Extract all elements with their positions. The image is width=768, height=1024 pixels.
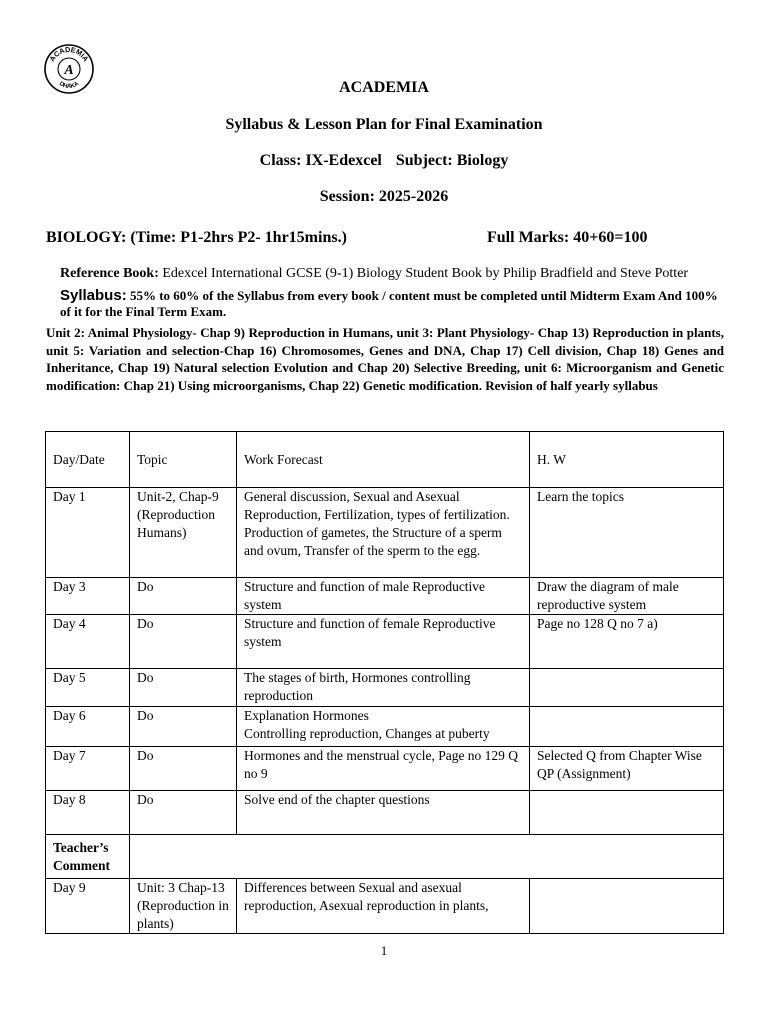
cell-topic: Do <box>130 707 237 747</box>
table-row <box>46 615 724 669</box>
table-header-row <box>46 432 724 488</box>
table-row <box>46 879 724 934</box>
document-title: ACADEMIA <box>339 79 429 96</box>
cell-hw <box>530 707 724 747</box>
table-row <box>46 791 724 835</box>
reference-text: Edexcel International GCSE (9-1) Biology Student Book by Philip Bradfield and Steve Potter <box>162 266 689 281</box>
cell-hw: Draw the diagram of male reproductive system <box>530 578 724 615</box>
logo-top-text: ACADEMIA <box>47 44 91 64</box>
document-subtitle: Syllabus & Lesson Plan for Final Examination <box>225 116 543 133</box>
cell-hw: Selected Q from Chapter Wise QP (Assignment) <box>530 747 724 791</box>
syllabus-text: 55% to 60% of the Syllabus from every book / content must be completed until Midterm Exam And 100% of it for the Final Term Exam. <box>60 288 718 319</box>
cell-topic: Unit: 3 Chap-13 (Reproduction in plants) <box>130 879 237 934</box>
cell-hw: Learn the topics <box>530 488 724 578</box>
cell-topic: Do <box>130 615 237 669</box>
cell-day: Day 9 <box>46 879 130 934</box>
syllabus-note <box>60 288 724 320</box>
cell-topic: Do <box>130 747 237 791</box>
table-row <box>46 578 724 615</box>
logo-bottom-text: DHAKA <box>57 81 81 90</box>
cell-day: Day 3 <box>46 578 130 615</box>
cell-work: Hormones and the menstrual cycle, Page no 129 Q no 9 <box>237 747 530 791</box>
syllabus-label: Syllabus: <box>60 287 127 304</box>
cell-day: Day 5 <box>46 669 130 707</box>
cell-hw <box>530 879 724 934</box>
cell-hw <box>530 669 724 707</box>
header-topic: Topic <box>130 432 237 488</box>
cell-topic: Unit-2, Chap-9 (Reproduction Humans) <box>130 488 237 578</box>
cell-work <box>237 707 530 747</box>
session-text: Session: 2025-2026 <box>319 188 449 205</box>
cell-work: Solve end of the chapter questions <box>237 791 530 835</box>
logo-monogram: A <box>64 63 74 78</box>
biology-time-line <box>46 229 722 247</box>
cell-topic: Do <box>130 791 237 835</box>
page-number: 1 <box>380 943 388 958</box>
cell-work: General discussion, Sexual and Asexual Reproduction, Fertilization, types of fertilization. Production of gametes, the Structure of a sperm and ovum, Transfer of the sperm to the egg. <box>237 488 530 578</box>
full-marks: Full Marks: 40+60=100 <box>487 229 648 246</box>
cell-work-line: Controlling reproduction, Changes at puberty <box>244 726 490 741</box>
cell-work: Differences between Sexual and asexual reproduction, Asexual reproduction in plants, <box>237 879 530 934</box>
cell-work-line: Explanation Hormones <box>244 708 369 723</box>
cell-hw: Page no 128 Q no 7 a) <box>530 615 724 669</box>
table-row <box>46 747 724 791</box>
cell-work: Structure and function of male Reproductive system <box>237 578 530 615</box>
teacher-comment-label: Teacher’s Comment <box>46 835 130 879</box>
table-row <box>46 669 724 707</box>
cell-work: Structure and function of female Reproductive system <box>237 615 530 669</box>
lesson-plan-table <box>45 431 724 934</box>
svg-text:ACADEMIA <box>47 45 90 63</box>
teacher-comment-row <box>46 835 724 879</box>
cell-day: Day 6 <box>46 707 130 747</box>
class-text: Class: IX-Edexcel <box>259 152 382 169</box>
teacher-comment-cell <box>130 835 724 879</box>
cell-topic: Do <box>130 669 237 707</box>
reference-book <box>60 266 688 282</box>
header-work: Work Forecast <box>237 432 530 488</box>
header-day: Day/Date <box>46 432 130 488</box>
cell-hw <box>530 791 724 835</box>
cell-work: The stages of birth, Hormones controlling reproduction <box>237 669 530 707</box>
cell-day: Day 8 <box>46 791 130 835</box>
class-subject-line <box>0 152 768 170</box>
table-row <box>46 488 724 578</box>
reference-label: Reference Book: <box>60 266 159 281</box>
cell-topic: Do <box>130 578 237 615</box>
cell-day: Day 7 <box>46 747 130 791</box>
table-row <box>46 707 724 747</box>
cell-day: Day 4 <box>46 615 130 669</box>
biology-time: BIOLOGY: (Time: P1-2hrs P2- 1hr15mins.) <box>46 229 347 246</box>
units-list: Unit 2: Animal Physiology- Chap 9) Reproduction in Humans, unit 3: Plant Physiology- Chap 13) Reproduction in plants, unit 5: Variation and selection-Chap 16) Chromosomes, Genes and DNA, Chap 17) Cell division, Chap 18) Genes and Inheritance, Chap 19) Natural selection Evolution and Chap 20) Selective Breeding, unit 6: Microorganism and Genetic modification: Chap 21) Using microorganisms, Chap 22) Genetic modification. Revision of half yearly syllabus <box>46 325 724 393</box>
cell-day: Day 1 <box>46 488 130 578</box>
header-hw: H. W <box>530 432 724 488</box>
subject-text: Subject: Biology <box>395 152 509 169</box>
